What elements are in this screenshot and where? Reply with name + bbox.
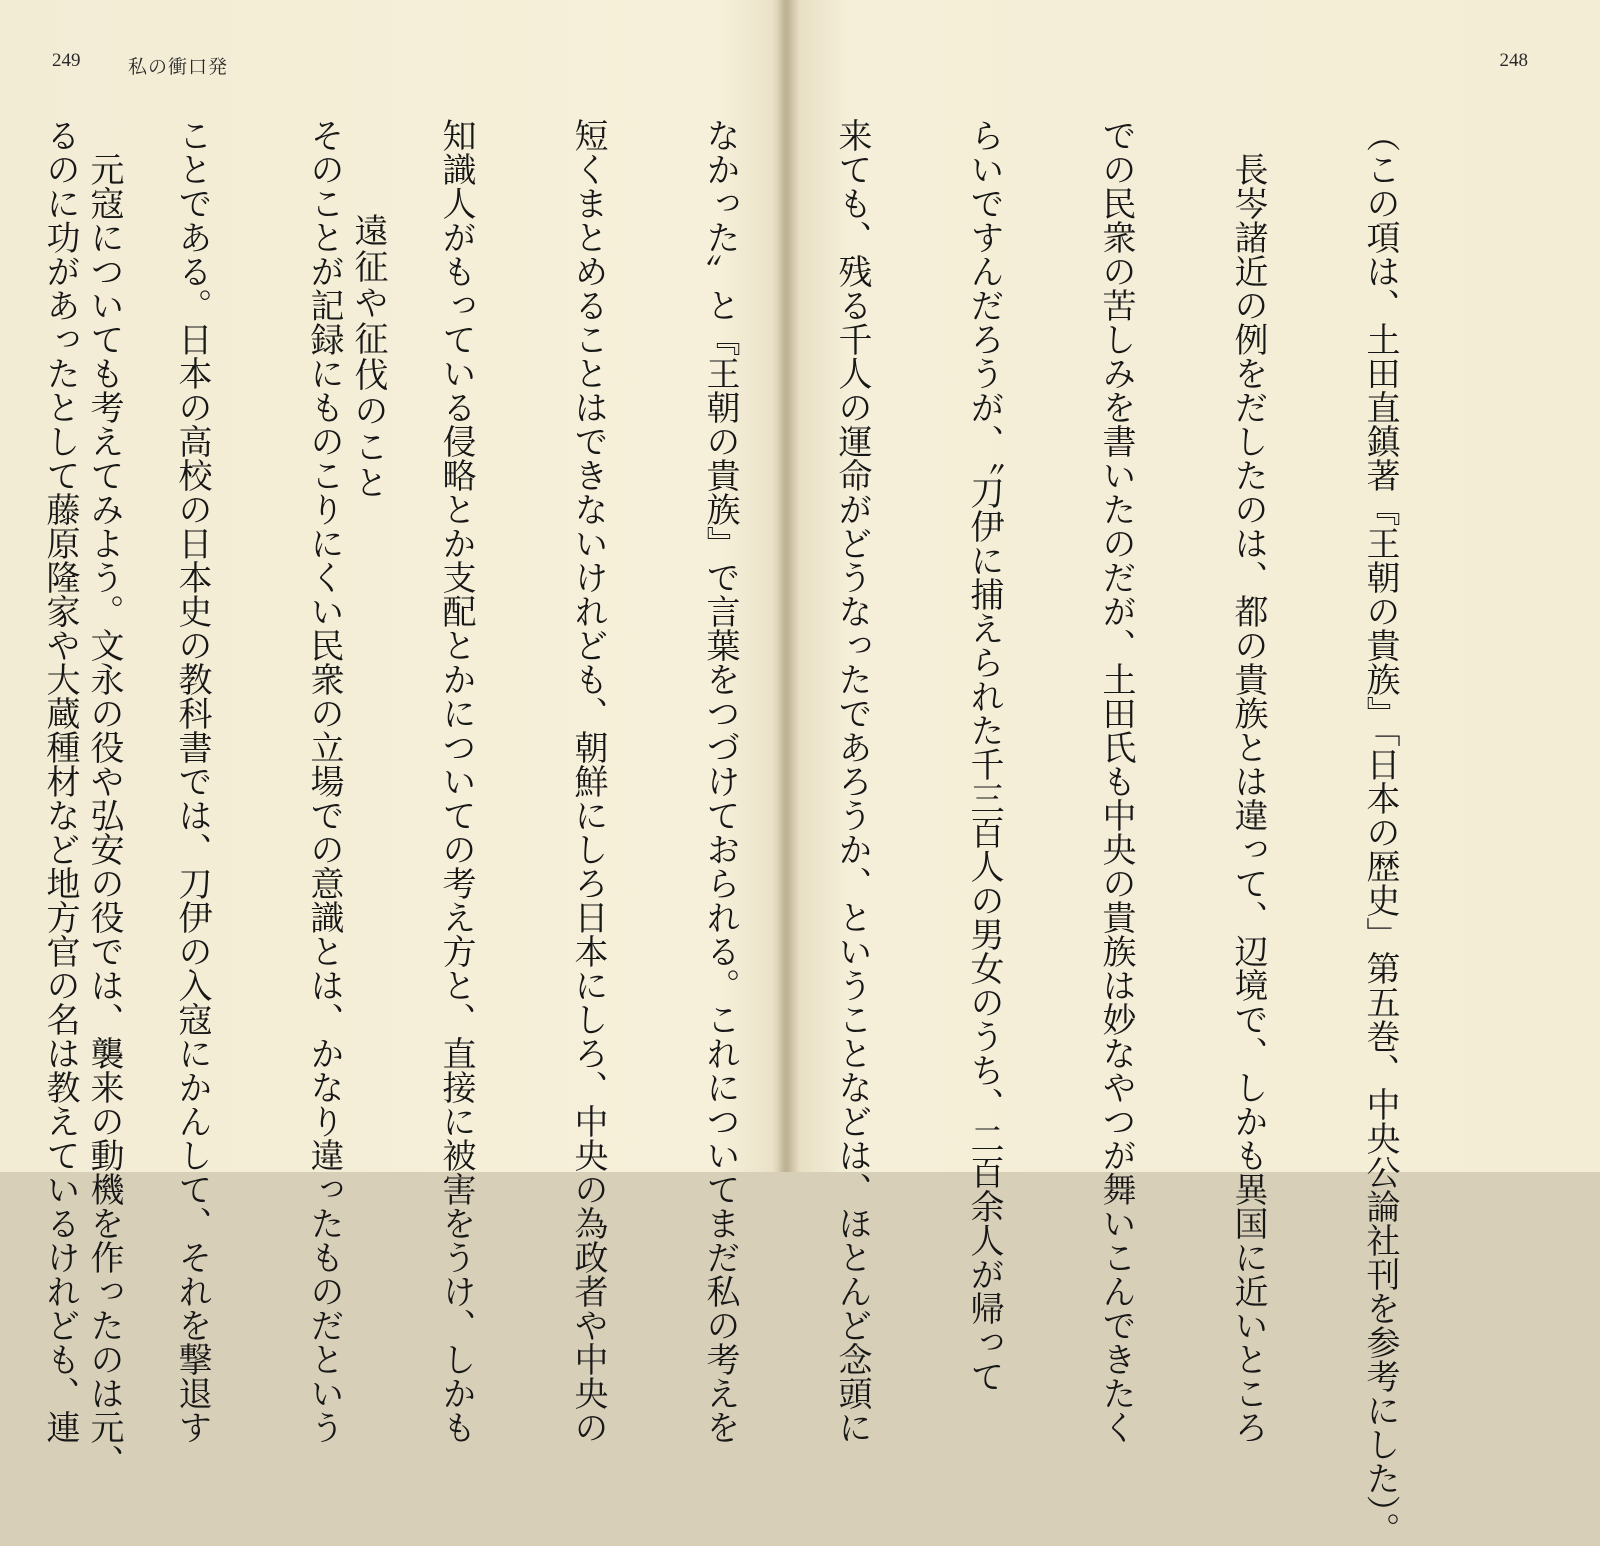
left-page-number: 249 [52,50,81,71]
text-line: 短くまとめることはできないけれども、朝鮮にしろ日本にしろ、中央の為政者や中央の [568,118,608,1444]
section-heading: 遠征や征伐のこと [348,213,388,502]
text-line: るのに功があったとして藤原隆家や大蔵種材など地方官の名は教えているけれども、連 [40,118,80,1444]
right-page-number: 248 [1499,50,1528,71]
text-line: 知識人がもっている侵略とか支配とかについての考え方と、直接に被害をうけ、しかも [436,118,476,1444]
text-line: そのことが記録にものこりにくい民衆の立場での意識とは、かなり違ったものだという [304,118,344,1444]
text-line: ことである。日本の高校の日本史の教科書では、刀伊の入寇にかんして、それを撃退す [172,118,212,1444]
text-line: 元寇についても考えてみよう。文永の役や弘安の役では、襲来の動機を作ったのは元、 [84,118,124,1478]
text-line: なかった〟と『王朝の貴族』で言葉をつづけておられる。これについてまだ私の考えを [700,118,740,1444]
running-head: 私の衝口発 [128,56,229,78]
text-line: （この項は、土田直鎮著『王朝の貴族』「日本の歴史」第五巻、中央公論社刊を参考にした）。 [1360,118,1400,1546]
text-line: 長岑諸近の例をだしたのは、都の貴族とは違って、辺境で、しかも異国に近いところ [1228,118,1268,1444]
text-line: での民衆の苦しみを書いたのだが、土田氏も中央の貴族は妙なやつが舞いこんできたく [1096,118,1136,1444]
text-line: らいですんだろうが、〝刀伊に捕えられた千三百人の男女のうち、二百余人が帰って [964,118,1004,1393]
text-line: 来ても、残る千人の運命がどうなったであろうか、ということなどは、ほとんど念頭に [832,118,872,1444]
